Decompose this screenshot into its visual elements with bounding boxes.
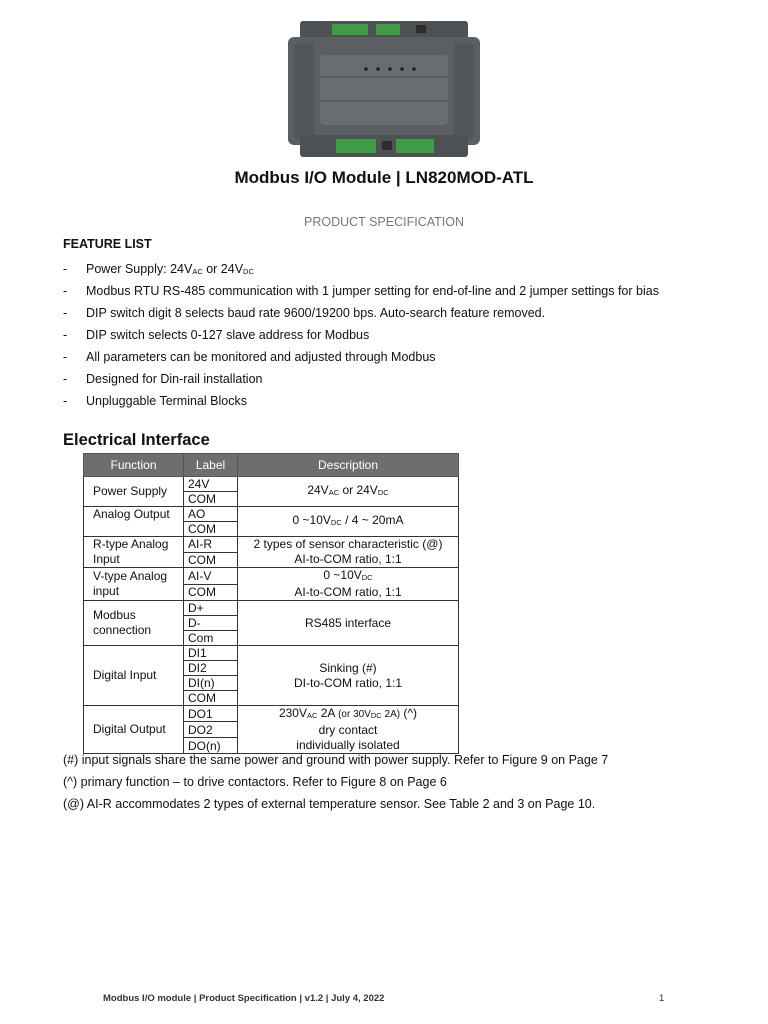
label-cell: Com (184, 631, 238, 646)
label-cell: D- (184, 616, 238, 631)
column-header: Label (184, 454, 238, 477)
list-item: - Unpluggable Terminal Blocks (63, 394, 247, 408)
list-item: - Designed for Din-rail installation (63, 372, 263, 386)
label-cell: COM (184, 522, 238, 537)
feature-list-heading: FEATURE LIST (63, 237, 152, 251)
description-cell: Sinking (#) DI-to-COM ratio, 1:1 (238, 646, 459, 706)
document-subtitle: PRODUCT SPECIFICATION (304, 215, 464, 229)
function-cell: Modbus connection (84, 601, 184, 646)
list-item: - DIP switch digit 8 selects baud rate 9600/19200 bps. Auto-search feature removed. (63, 306, 546, 320)
label-cell: DO(n) (184, 738, 238, 754)
column-header: Function (84, 454, 184, 477)
list-item: - Modbus RTU RS-485 communication with 1 jumper setting for end-of-line and 2 jumper settings for bias (63, 284, 659, 298)
function-cell: Power Supply (84, 477, 184, 507)
list-item: - DIP switch selects 0-127 slave address for Modbus (63, 328, 370, 342)
description-cell: RS485 interface (238, 601, 459, 646)
document-title: Modbus I/O Module | LN820MOD-ATL (234, 168, 534, 187)
table-row (84, 537, 459, 553)
description-cell: $230V_{AC}$ 2A (or $30V_{DC}$ 2A) (^) dry contact individually isolated (238, 706, 459, 754)
function-cell: Analog Output (84, 507, 184, 537)
label-cell: DI2 (184, 661, 238, 676)
function-cell: V-type Analog input (84, 568, 184, 601)
electrical-interface-heading: Electrical Interface (63, 431, 210, 449)
label-cell: AI-V (184, 568, 238, 585)
function-cell: Digital Output (84, 706, 184, 754)
label-cell: COM (184, 584, 238, 601)
table-row (84, 646, 459, 661)
function-cell: Digital Input (84, 646, 184, 706)
device-image (286, 17, 482, 163)
label-cell: DO2 (184, 722, 238, 738)
label-cell: DI1 (184, 646, 238, 661)
description-cell: 0 $\sim 10V_{DC} / 4$ ~ 20mA (238, 507, 459, 537)
label-cell: D+ (184, 601, 238, 616)
label-cell: COM (184, 552, 238, 568)
column-header: Description (238, 454, 459, 477)
feature-list (63, 258, 659, 412)
list-item: - All parameters can be monitored and adjusted through Modbus (63, 350, 436, 364)
label-cell: 24V (184, 477, 238, 492)
description-cell: 0 $\sim 10V_{DC}$ AI-to-COM ratio, 1:1 (238, 568, 459, 601)
footnote-at: (@) AI-R accommodates 2 types of external temperature sensor. See Table 2 and 3 on Page 10. (63, 797, 596, 811)
table-row (84, 706, 459, 722)
footnote-hash: (#) input signals share the same power and ground with power supply. Refer to Figure 9 on Page 7 (63, 753, 609, 767)
label-cell: COM (184, 691, 238, 706)
footnotes (63, 749, 608, 815)
table-row (84, 477, 459, 492)
table-row (84, 507, 459, 522)
page-footer: Modbus I/O module | Product Specification | v1.2 | July 4, 2022 (103, 993, 385, 1004)
table-row (84, 601, 459, 616)
description-cell: $24V_{AC}$ or $24V_{DC}$ (238, 477, 459, 507)
label-cell: COM (184, 492, 238, 507)
table-row (84, 568, 459, 585)
table-header-row (84, 454, 459, 477)
electrical-interface-table (83, 453, 459, 754)
label-cell: AO (184, 507, 238, 522)
label-cell: AI-R (184, 537, 238, 553)
footnote-caret: (^) primary function – to drive contactors. Refer to Figure 8 on Page 6 (63, 775, 447, 789)
list-item: - Power Supply: $24V_{AC}$ or $24V_{DC}$ (63, 262, 254, 276)
function-cell: R-type Analog Input (84, 537, 184, 568)
page-number: 1 (659, 993, 665, 1004)
label-cell: DO1 (184, 706, 238, 722)
description-cell: 2 types of sensor characteristic (@) AI-to-COM ratio, 1:1 (238, 537, 459, 568)
label-cell: DI(n) (184, 676, 238, 691)
